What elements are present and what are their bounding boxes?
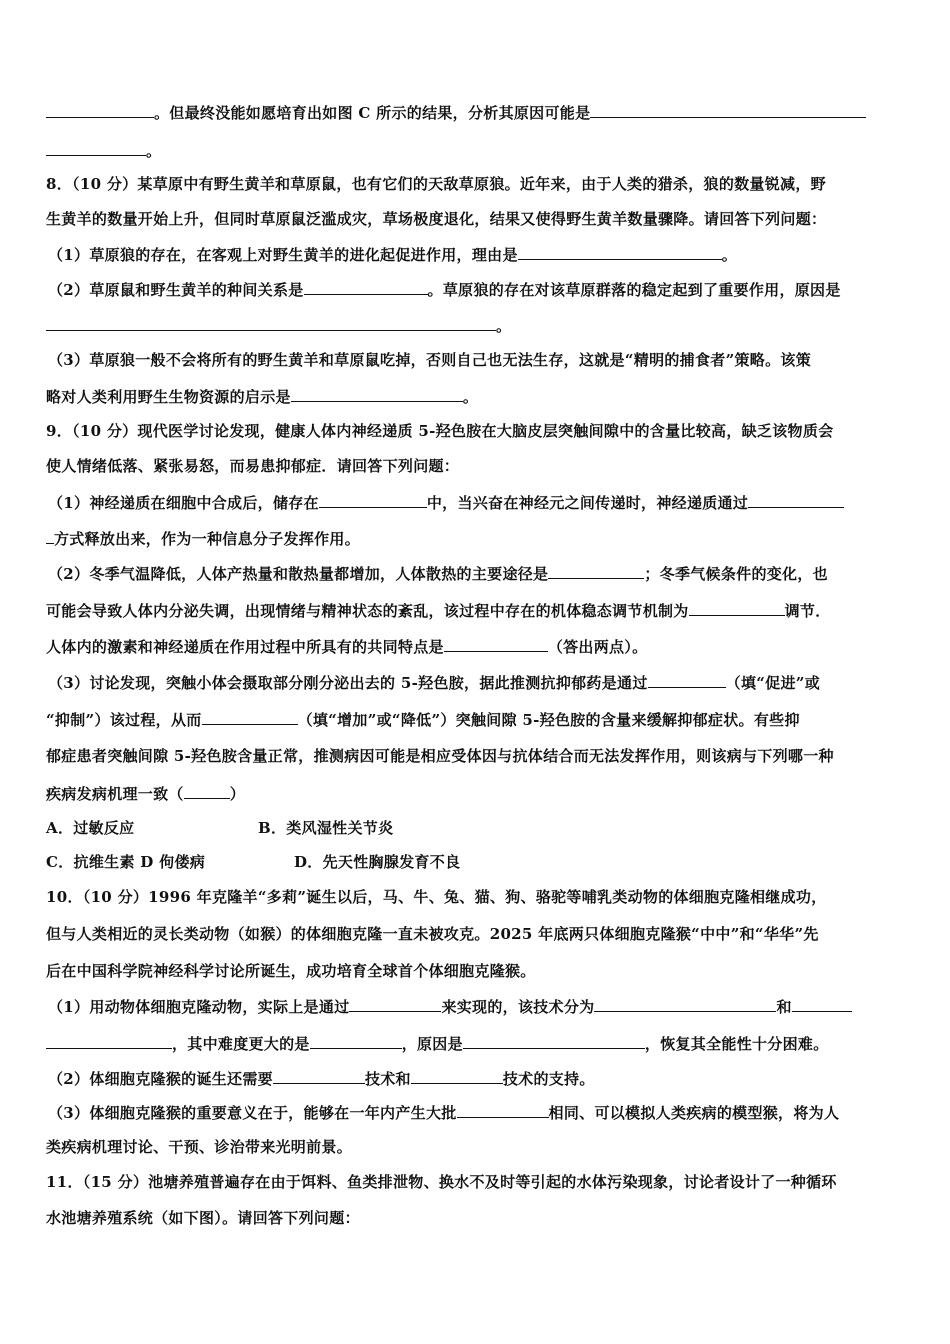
text-line <box>48 1102 839 1123</box>
text-line <box>48 279 841 300</box>
text: 人体内的激素和神经递质在作用过程中所具有的共同特点是 <box>46 638 444 656</box>
option-b: B．类风湿性关节炎 <box>258 819 394 837</box>
text-line <box>46 386 478 407</box>
text-line <box>48 672 820 693</box>
text: 。草原狼的存在对该草原群落的稳定起到了重要作用，原因是 <box>427 281 841 299</box>
text-line <box>46 102 866 123</box>
text-line <box>48 350 811 370</box>
answer-blank <box>792 996 852 1012</box>
text: ，恢复其全能性十分困难。 <box>644 1035 829 1053</box>
text-line <box>48 492 844 513</box>
text: （填“增加”或“降低”）突触间隙 5-羟色胺的含量来缓解抑郁症状。有些抑 <box>297 711 800 729</box>
answer-blank <box>46 102 154 118</box>
question-8-heading <box>46 174 826 194</box>
text: 疾病发病机理一致（ <box>46 785 184 803</box>
answer-blank <box>463 1033 645 1049</box>
text: 中，当兴奋在神经元之间传递时，神经递质通过 <box>426 494 749 512</box>
text: （3）体细胞克隆猴的重要意义在于，能够在一年内产生大批 <box>48 1104 457 1122</box>
answer-blank <box>444 636 548 652</box>
text-line <box>46 315 511 336</box>
answer-blank <box>748 492 844 508</box>
answer-blank <box>310 1033 402 1049</box>
text-line <box>48 563 828 584</box>
answer-blank <box>273 1068 365 1084</box>
answer-blank <box>689 600 785 616</box>
answer-blank <box>46 1033 172 1049</box>
text: 技术的支持。 <box>502 1070 595 1088</box>
option-c: C．抗维生素 D 佝偻病 <box>46 853 205 871</box>
answer-blank <box>349 996 441 1012</box>
options-row <box>46 852 460 872</box>
question-10-heading <box>46 887 827 907</box>
text: （1）神经递质在细胞中合成后，储存在 <box>48 494 319 512</box>
text-line <box>48 996 852 1017</box>
text: 9．（10 分）现代医学讨论发现，健康人体内神经递质 5-羟色胺在大脑皮层突触间隙中的含量比较高，缺乏该物质会 <box>46 422 834 440</box>
text: ） <box>229 785 246 803</box>
text: 水池塘养殖系统（如下图）。请回答下列问题： <box>46 1209 360 1227</box>
text-line <box>46 140 161 161</box>
text: ，其中难度更大的是 <box>172 1035 310 1053</box>
text: 使人情绪低落、紧张易怒，而易患抑郁症．请回答下列问题： <box>46 457 460 475</box>
text: （2）体细胞克隆猴的诞生还需要 <box>48 1070 273 1088</box>
answer-blank <box>46 315 496 331</box>
answer-blank <box>184 783 230 799</box>
text: 8．（10 分）某草原中有野生黄羊和草原鼠，也有它们的天敌草原狼。近年来，由于人类的猎杀，狼的数量锐减，野 <box>46 175 826 193</box>
text-line <box>46 961 536 981</box>
text: 和 <box>776 998 792 1016</box>
text: 但与人类相近的灵长类动物（如猴）的体细胞克隆一直未被攻克。2025 年底两只体细胞克隆猴“中中”和“华华”先 <box>46 925 819 943</box>
answer-blank <box>594 996 776 1012</box>
text-line <box>46 209 826 229</box>
text: 10．（10 分）1996 年克隆羊“多莉”诞生以后，马、牛、兔、猫、狗、骆驼等哺乳类动物的体细胞克隆相继成功， <box>46 888 827 906</box>
option-d: D．先天性胸腺发育不良 <box>294 853 461 871</box>
text: （3）草原狼一般不会将所有的野生黄羊和草原鼠吃掉，否则自己也无法生存，这就是“精明的捕食者”策略。该策 <box>48 351 811 369</box>
text-line <box>48 244 737 265</box>
text: 类疾病机理讨论、干预、诊治带来光明前景。 <box>46 1138 353 1156</box>
question-9-heading <box>46 421 833 441</box>
text: （1）用动物体细胞克隆动物，实际上是通过 <box>48 998 350 1016</box>
text: （2）冬季气温降低，人体产热量和散热量都增加，人体散热的主要途径是 <box>48 565 549 583</box>
text-line <box>46 1208 360 1228</box>
text-line <box>46 709 800 730</box>
answer-blank <box>648 672 726 688</box>
text: 。 <box>146 142 162 160</box>
answer-blank <box>411 1068 503 1084</box>
text: （3）讨论发现，突触小体会摄取部分刚分泌出去的 5-羟色胺，据此推测抗抑郁药是通过 <box>48 674 648 692</box>
text-line <box>46 746 834 766</box>
text: 技术和 <box>364 1070 411 1088</box>
text-line <box>46 600 831 621</box>
text: （1）草原狼的存在，在客观上对野生黄羊的进化起促进作用，理由是 <box>48 246 518 264</box>
text-line <box>46 783 245 804</box>
text-line <box>46 924 819 944</box>
answer-blank <box>202 709 298 725</box>
answer-blank <box>319 492 427 508</box>
options-row <box>46 818 393 838</box>
answer-blank <box>291 386 463 402</box>
question-11-heading <box>46 1172 837 1192</box>
text: 调节． <box>784 602 831 620</box>
text-line <box>46 528 360 549</box>
text: 。 <box>721 246 738 264</box>
text: 可能会导致人体内分泌失调，出现情绪与精神状态的紊乱，该过程中存在的机体稳态调节机制为 <box>46 602 689 620</box>
answer-blank <box>548 563 644 579</box>
text: “抑制”）该过程，从而 <box>46 711 202 729</box>
text: 生黄羊的数量开始上升，但同时草原鼠泛滥成灾，草场极度退化，结果又使得野生黄羊数量骤降。请回答下列问题： <box>46 210 827 228</box>
text: ；冬季气候条件的变化，也 <box>644 565 828 583</box>
answer-blank <box>304 279 428 295</box>
answer-blank <box>46 140 146 156</box>
text: ，原因是 <box>401 1035 463 1053</box>
text: 来实现的，该技术分为 <box>441 998 595 1016</box>
answer-blank <box>590 102 866 118</box>
text: （填“促进”或 <box>725 674 820 692</box>
text: 。 <box>496 317 512 335</box>
text: （答出两点）。 <box>547 638 648 656</box>
answer-blank <box>457 1102 549 1118</box>
text: （2）草原鼠和野生黄羊的种间关系是 <box>48 281 304 299</box>
text: 后在中国科学院神经科学讨论所诞生，成功培育全球首个体细胞克隆猴。 <box>46 962 536 980</box>
option-a: A．过敏反应 <box>46 819 135 837</box>
answer-blank <box>46 528 54 544</box>
text: 相同、可以模拟人类疾病的模型猴，将为人 <box>548 1104 840 1122</box>
text-line <box>46 1137 352 1157</box>
answer-blank <box>518 244 722 260</box>
text-line <box>48 1068 595 1089</box>
text: 11．（15 分）池塘养殖普遍存在由于饵料、鱼类排泄物、换水不及时等引起的水体污染现象，讨论者设计了一种循环 <box>46 1173 837 1191</box>
text-line <box>46 1033 829 1054</box>
text-line <box>46 636 647 657</box>
text: 。但最终没能如愿培育出如图 C 所示的结果，分析其原因可能是 <box>154 104 591 122</box>
text: 方式释放出来，作为一种信息分子发挥作用。 <box>54 530 361 548</box>
text: 略对人类利用野生生物资源的启示是 <box>46 388 291 406</box>
text: 郁症患者突触间隙 5-羟色胺含量正常，推测病因可能是相应受体因与抗体结合而无法发挥作用，则该病与下列哪一种 <box>46 747 834 765</box>
text: 。 <box>462 388 479 406</box>
text-line <box>46 456 459 476</box>
